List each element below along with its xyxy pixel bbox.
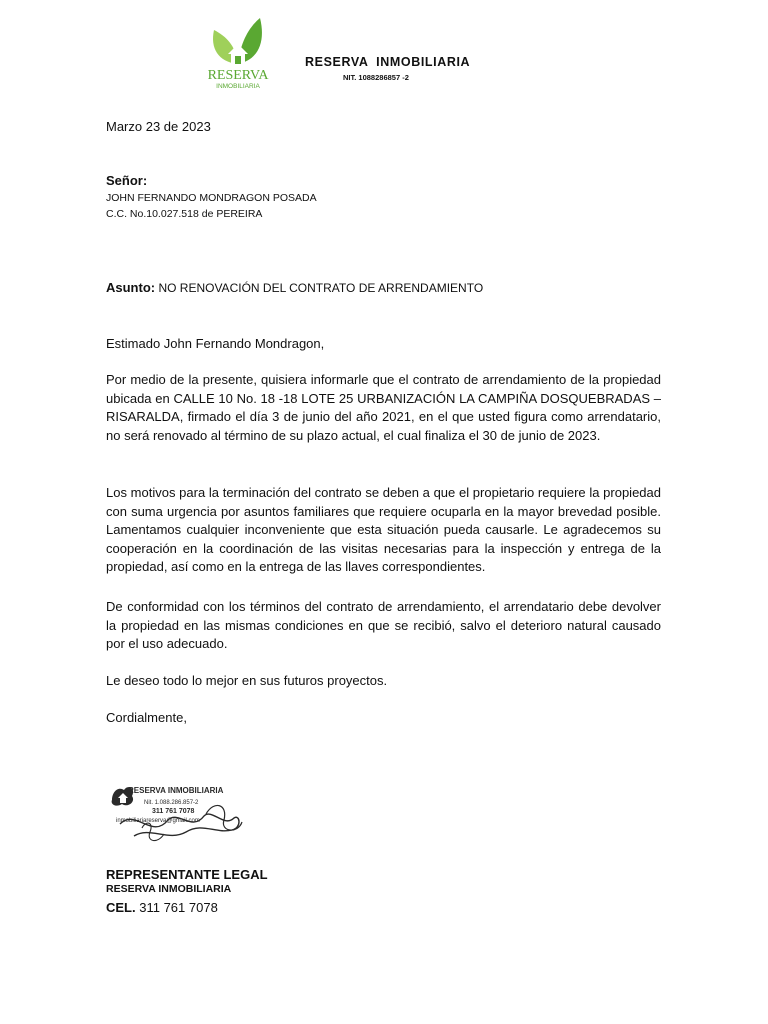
stamp-signature [106,762,246,857]
salutation-label: Señor: [106,173,148,188]
cel-label: CEL. [106,900,136,915]
company-nit: NIT. 1088286857 -2 [343,73,409,82]
subject-line [106,280,483,295]
body-paragraph: De conformidad con los términos del contrato de arrendamiento, el arrendatario debe devolver la propiedad en las mismas condiciones en que se recibió, salvo el deterioro natural causado por el uso adecuado. [106,599,661,651]
logo-text: RESERVA [207,68,269,83]
signer-title: REPRESENTANTE LEGAL [106,867,268,882]
body-paragraph: Por medio de la presente, quisiera informarle que el contrato de arrendamiento de la propiedad ubicada en CALLE 10 No. 18 -18 LOTE 25 URBANIZACIÓN LA CAMPIÑA DOSQUEBRADAS – RISARALDA, firmado el día 3 de junio del año 2021, en el que usted figura como arrendatario, no será renovado al término de su plazo actual, el cual finaliza el 30 de junio de 2023. [106,372,661,443]
signer-phone [106,900,218,915]
logo-subtext: INMOBILIARIA [216,83,260,90]
stamp-phone: 311 761 7078 [152,808,195,815]
recipient-name: JOHN FERNANDO MONDRAGON POSADA [106,192,317,204]
subject-text: NO RENOVACIÓN DEL CONTRATO DE ARRENDAMIENTO [155,281,484,295]
stamp-company: RESERVA INMOBILIARIA [128,786,224,795]
stamp-graphic [106,762,246,857]
signer-company: RESERVA INMOBILIARIA [106,883,232,895]
logo-graphic [198,12,278,94]
company-logo [198,12,278,94]
closing: Cordialmente, [106,710,187,725]
closing-wish: Le deseo todo lo mejor en sus futuros proyectos. [106,673,388,688]
body-paragraph: Los motivos para la terminación del contrato se deben a que el propietario requiere la propiedad con suma urgencia por asuntos familiares que requiere ocuparla en la mayor brevedad posible. Lamentamos cualquier inconveniente que esta situación pueda causarle. Le agradecemos su cooperación en la coordinación de las visitas necesarias para la inspección y entrega de la propiedad, así como en la entrega de las llaves correspondientes. [106,485,661,574]
recipient-id: C.C. No.10.027.518 de PEREIRA [106,208,263,220]
cel-number: 311 761 7078 [135,900,218,915]
stamp-email: inmobiliariareserva@gmail.com [116,818,200,824]
stamp-nit: Nit. 1.088.286.857-2 [144,800,199,806]
subject-label: Asunto: [106,280,156,295]
letter-date: Marzo 23 de 2023 [106,119,211,134]
greeting: Estimado John Fernando Mondragon, [106,336,325,351]
company-name: RESERVA INMOBILIARIA [305,55,471,69]
